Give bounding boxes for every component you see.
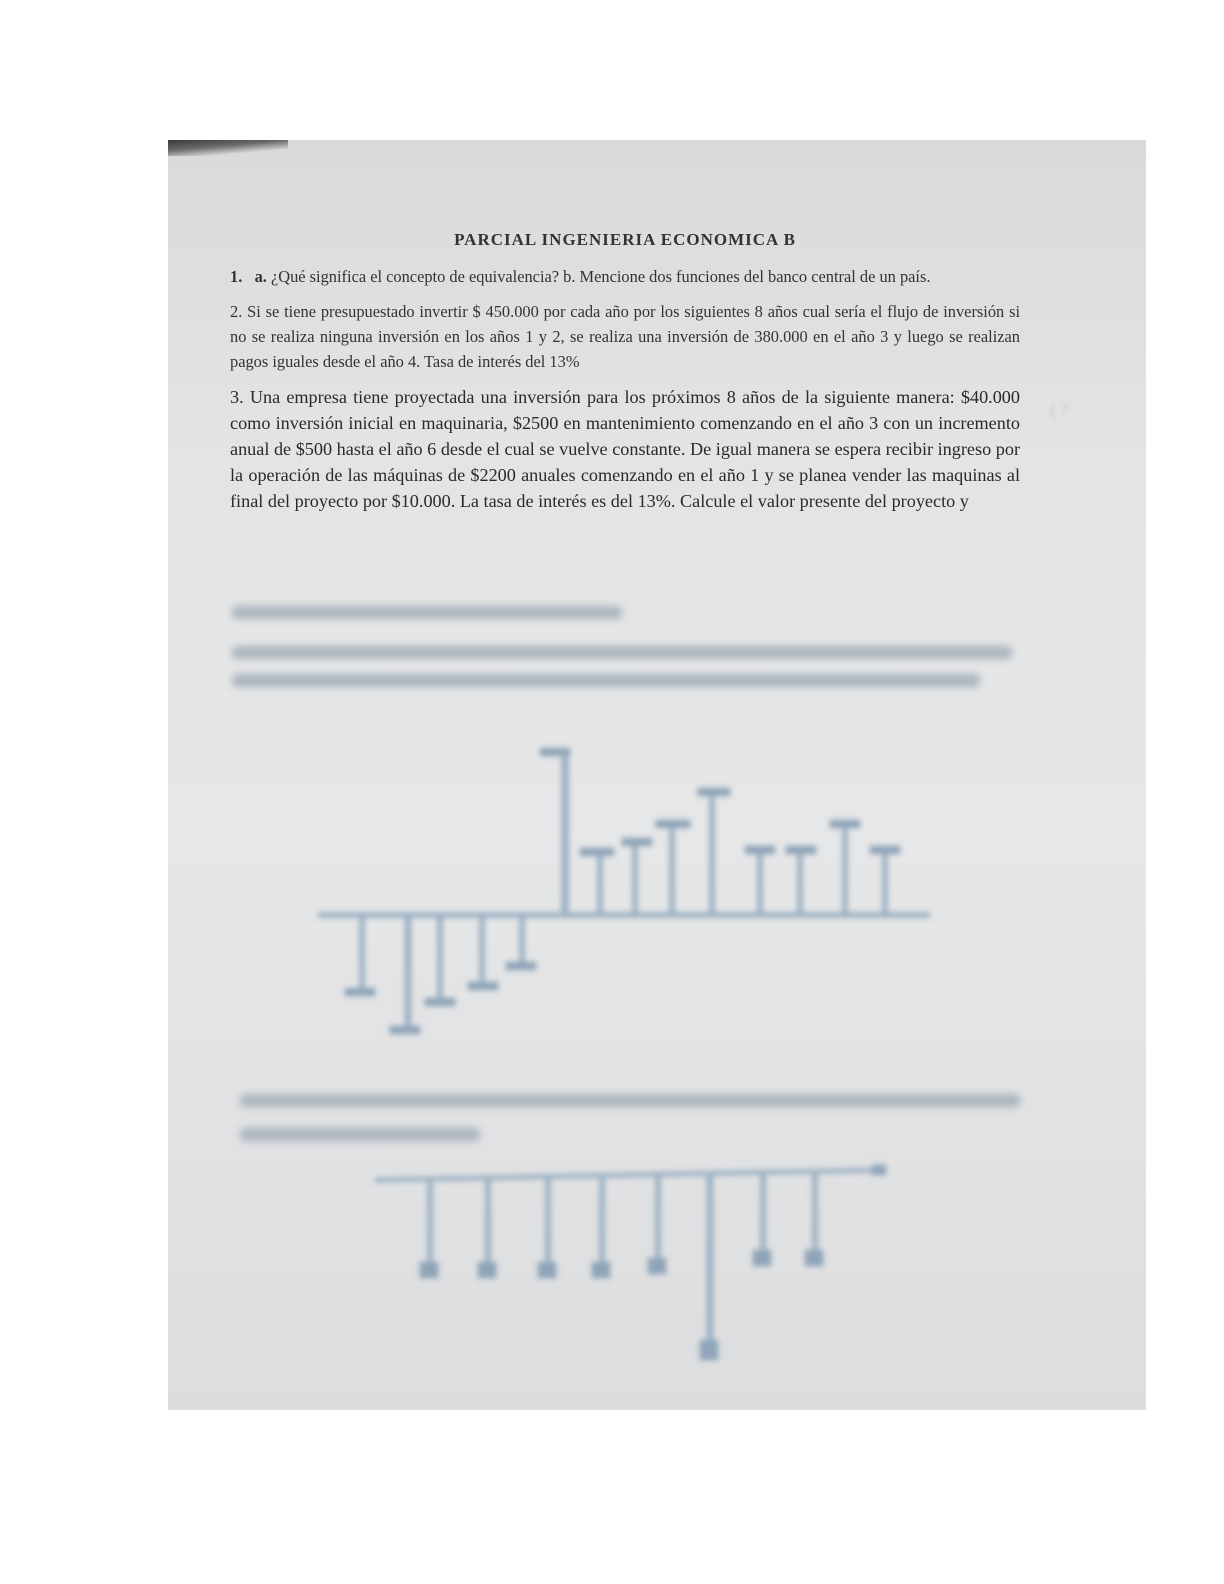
diagram-1-label xyxy=(745,846,775,854)
question-3-text: Una empresa tiene proyectada una inversión para los próximos 8 años de la siguiente manera: $40.000 como inversión inicial en maquinaria, $2500 en mantenimiento comenzando en el año 3 con un incremento anual de $500 hasta el año 6 desde el cual se vuelve constante. De igual manera se espera recibir ingreso por la operación de las máquinas de $2200 anuales comenzando en el año 1 y se planea vender las maquinas al final del proyecto por $10.000. La tasa de interés es del 13%. Calcule el valor presente del proyecto y xyxy=(230,387,1020,511)
diagram-2-label xyxy=(805,1250,823,1266)
diagram-1-label xyxy=(622,838,652,846)
diagram-2-label xyxy=(872,1165,886,1175)
diagram-1-label xyxy=(830,820,860,828)
diagram-1-label xyxy=(656,820,690,828)
question-1-part-a-label: a. xyxy=(254,267,267,286)
exam-title: PARCIAL INGENIERIA ECONOMICA B xyxy=(454,230,796,249)
diagram-1-label xyxy=(580,848,614,856)
diagram-1-label xyxy=(506,962,536,970)
diagram-1-label xyxy=(390,1026,420,1034)
diagram-2-label xyxy=(420,1262,438,1278)
diagram-2-label xyxy=(592,1262,610,1278)
diagram-2-axis xyxy=(375,1170,885,1180)
diagram-1-label xyxy=(540,748,570,756)
diagram-1-label xyxy=(468,982,498,990)
diagram-1-label xyxy=(870,846,900,854)
pencil-mark: ( ? xyxy=(1050,400,1069,420)
diagram-1-label xyxy=(698,788,730,796)
question-1-number: 1. xyxy=(230,267,243,286)
diagram-1-label xyxy=(425,998,455,1006)
diagram-1-label xyxy=(786,846,816,854)
diagram-2-label xyxy=(478,1262,496,1278)
question-1-text: ¿Qué significa el concepto de equivalencia? b. Mencione dos funciones del banco central de un país. xyxy=(271,267,931,286)
diagram-1-label xyxy=(345,988,375,996)
diagram-2-label xyxy=(753,1250,771,1266)
question-3-number: 3. xyxy=(230,387,244,407)
diagram-2-label xyxy=(648,1258,666,1274)
diagram-2-label xyxy=(538,1262,556,1278)
question-2-text: Si se tiene presupuestado invertir $ 450.000 por cada año por los siguientes 8 años cual sería el flujo de inversión si no se realiza ninguna inversión en los años 1 y 2, se realiza una inversión de 380.000 en el año 3 y luego se realizan pagos iguales desde el año 4. Tasa de interés del 13% xyxy=(230,302,1020,371)
question-2-number: 2. xyxy=(230,302,243,321)
diagram-2-label xyxy=(700,1340,718,1360)
